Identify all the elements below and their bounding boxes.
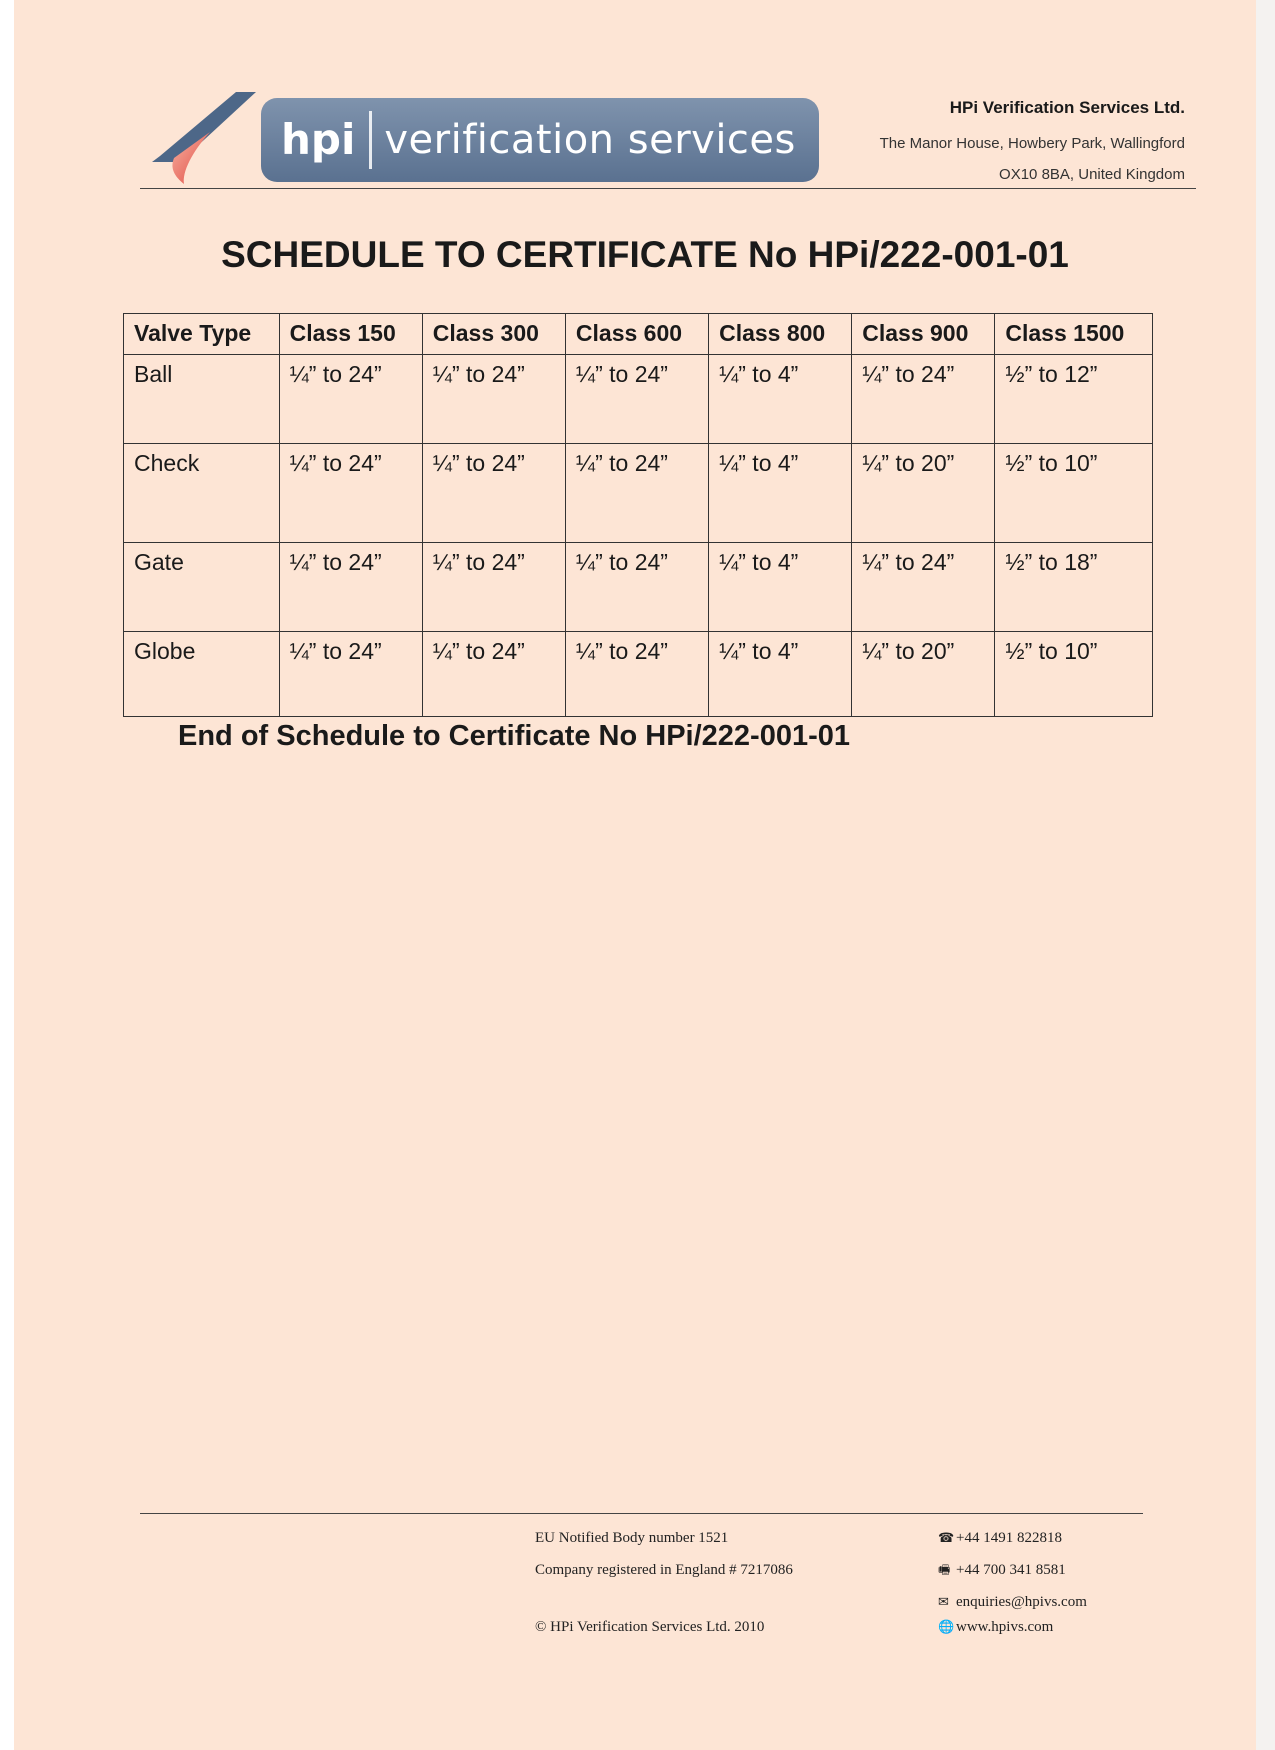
company-block xyxy=(765,98,1185,190)
header-cell: Class 150 xyxy=(279,314,422,355)
phone-number: +44 1491 822818 xyxy=(956,1530,1062,1546)
address-line-2: OX10 8BA, United Kingdom xyxy=(999,166,1185,183)
table-header-row xyxy=(124,314,1153,355)
footer-registration xyxy=(535,1522,793,1586)
table-row xyxy=(124,444,1153,543)
header-cell: Class 300 xyxy=(422,314,565,355)
table-cell: ¼” to 24” xyxy=(422,355,565,444)
table-cell: ¼” to 4” xyxy=(709,632,852,717)
logo xyxy=(261,98,819,182)
notified-body: EU Notified Body number 1521 xyxy=(535,1530,729,1546)
table-cell: ½” to 12” xyxy=(995,355,1153,444)
fax-number: +44 700 341 8581 xyxy=(956,1562,1066,1578)
table-cell: ¼” to 24” xyxy=(852,543,995,632)
table-cell: ¼” to 4” xyxy=(709,543,852,632)
header-cell: Class 600 xyxy=(565,314,708,355)
company-registration: Company registered in England # 7217086 xyxy=(535,1562,793,1578)
table-cell: Gate xyxy=(124,543,280,632)
table-row xyxy=(124,543,1153,632)
table-cell: ¼” to 24” xyxy=(852,355,995,444)
fax-line xyxy=(938,1554,1087,1586)
table-cell: Globe xyxy=(124,632,280,717)
table-cell: ¼” to 24” xyxy=(279,632,422,717)
globe-icon: 🌐 xyxy=(938,1620,955,1635)
end-of-schedule-note: End of Schedule to Certificate No HPi/222-001-01 xyxy=(178,720,851,752)
header-divider xyxy=(140,188,1196,189)
table-row xyxy=(124,355,1153,444)
table-cell: ½” to 10” xyxy=(995,444,1153,543)
logo-services-text: verification services xyxy=(384,117,796,163)
table-cell: ¼” to 24” xyxy=(422,632,565,717)
fax-icon: 🖷 xyxy=(938,1563,951,1578)
table-cell: ¼” to 24” xyxy=(279,444,422,543)
company-address xyxy=(765,128,1185,190)
page-title: SCHEDULE TO CERTIFICATE No HPi/222-001-01 xyxy=(221,234,1069,275)
logo-separator xyxy=(369,111,372,169)
footer-divider xyxy=(140,1513,1143,1514)
table-cell: ¼” to 24” xyxy=(279,355,422,444)
footer-contacts xyxy=(938,1522,1087,1618)
table-cell: ¼” to 20” xyxy=(852,444,995,543)
email-icon: ✉ xyxy=(938,1595,949,1610)
website-line xyxy=(938,1619,1053,1636)
header-cell: Class 900 xyxy=(852,314,995,355)
header-cell: Class 1500 xyxy=(995,314,1153,355)
logo-swoosh-icon xyxy=(140,92,260,188)
table-cell: ¼” to 24” xyxy=(422,444,565,543)
email-link[interactable]: enquiries@hpivs.com xyxy=(956,1594,1087,1610)
table-row xyxy=(124,632,1153,717)
table-cell: ¼” to 4” xyxy=(709,444,852,543)
table-cell: Ball xyxy=(124,355,280,444)
table-cell: ¼” to 24” xyxy=(565,632,708,717)
company-name: HPi Verification Services Ltd. xyxy=(949,98,1185,117)
table-cell: ¼” to 24” xyxy=(422,543,565,632)
table-cell: ¼” to 20” xyxy=(852,632,995,717)
schedule-table xyxy=(123,313,1153,717)
table-cell: ½” to 18” xyxy=(995,543,1153,632)
phone-line xyxy=(938,1522,1087,1554)
copyright: © HPi Verification Services Ltd. 2010 xyxy=(535,1619,765,1635)
phone-icon: ☎ xyxy=(938,1531,955,1546)
table-cell: ¼” to 24” xyxy=(279,543,422,632)
header-cell: Valve Type xyxy=(124,314,280,355)
email-line xyxy=(938,1586,1087,1618)
table-cell: ¼” to 24” xyxy=(565,543,708,632)
address-line-1: The Manor House, Howbery Park, Wallingford xyxy=(879,135,1185,152)
table-cell: ¼” to 4” xyxy=(709,355,852,444)
logo-hpi-text: hpi xyxy=(281,115,356,164)
table-cell: ¼” to 24” xyxy=(565,444,708,543)
website-link[interactable]: www.hpivs.com xyxy=(956,1619,1054,1635)
table-cell: Check xyxy=(124,444,280,543)
table-cell: ¼” to 24” xyxy=(565,355,708,444)
header-cell: Class 800 xyxy=(709,314,852,355)
table-cell: ½” to 10” xyxy=(995,632,1153,717)
